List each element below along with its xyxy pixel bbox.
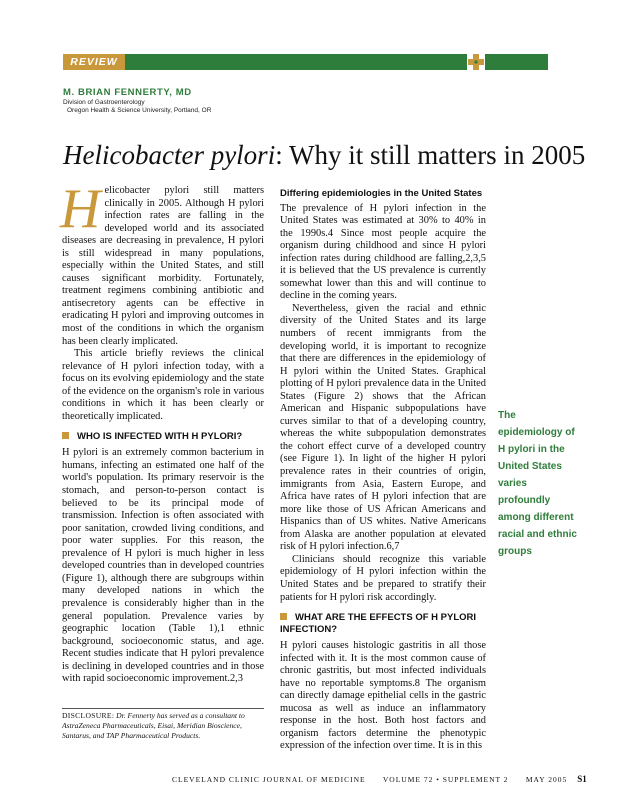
title-rest: : Why it still matters in 2005	[275, 140, 586, 170]
square-bullet-icon	[280, 613, 287, 620]
disclosure-text: Dr. Fennerty has served as a consultant to AstraZeneca Pharmaceuticals, Eisai, Meridian Bioscience, Santarus, and TAP Pharmaceutical Products.	[62, 711, 245, 740]
journal-logo-icon	[467, 53, 485, 71]
article-title	[63, 140, 585, 171]
section-heading-text: WHAT ARE THE EFFECTS OF H PYLORI INFECTION?	[280, 612, 477, 636]
paragraph: This article briefly reviews the clinical relevance of H pylori infection today, with a focus on its evolving epidemiology and the state of the evidence on the organism's role in various conditions in which it has been clearly or theoretically implicated.	[62, 348, 264, 422]
paragraph: H pylori causes histologic gastritis in all those infected with it. It is the most common cause of chronic gastritis, but most infected individuals have no reportable symptoms.8 The organism can directly damage epithelial cells in the gastric mucosa as well as induce an inflammatory response in the host. Both host factors and organism factors determine the phenotypic expression of the infection over time. It is in this	[280, 640, 486, 752]
pull-quote: The epidemiology of H pylori in the United States varies profoundly among different racial and ethnic groups	[498, 410, 577, 557]
author-name: M. BRIAN FENNERTY, MD	[63, 87, 192, 98]
footer-volume: VOLUME 72 • SUPPLEMENT 2	[382, 775, 509, 784]
disclosure	[62, 711, 265, 741]
section-heading	[280, 612, 486, 636]
footer-date: MAY 2005	[525, 775, 568, 784]
drop-cap: H	[60, 178, 101, 240]
column-left	[60, 178, 264, 686]
square-bullet-icon	[62, 432, 69, 439]
affiliation-line-2: Oregon Health & Science University, Portland, OR	[67, 107, 212, 114]
disclosure-label: DISCLOSURE:	[62, 711, 115, 720]
paragraph: Clinicians should recognize this variable epidemiology of H pylori infection within the United States and be prepared to stratify their patients for H pylori risk accordingly.	[280, 553, 486, 603]
section-heading-text: WHO IS INFECTED WITH H PYLORI?	[77, 431, 243, 443]
section-heading	[62, 431, 264, 443]
disclosure-divider	[62, 708, 264, 709]
subsection-heading: Differing epidemiologies in the United States	[280, 188, 483, 199]
paragraph: Nevertheless, given the racial and ethnic diversity of the United States and its large numbers of recent immigrants from the developing world, it is important to recognize that there are differences in the epidemiology of H pylori within the United States. Graphical plotting of H pylori prevalence data in the United States (Figure 2) shows that the African American and Hispanic subpopulations have curves similar to that of a developing country, whereas the white subpopulation demonstrates the cohort effect curve of a developed country (see Figure 1). In light of the higher H pylori prevalence rates in their countries of origin, immigrants from Asia, Eastern Europe, and Africa have rates of H pylori infection that are more like those of US African Americans and Hispanics than of US whites. Native Americans from Alaska are another population at elevated risk of H pylori infection.6,7	[280, 302, 486, 553]
intro-paragraph	[60, 178, 264, 348]
intro-text: elicobacter pylori still matters clinically in 2005. Although H pylori infection rates are falling in the developed world and its associated diseases are decreasing in prevalence, H pylori is still widespread in many populations, especially within the United States, and still causes significant morbidity. Fortunately, treatment regimens combining antibiotic and antisecretory agents can be effective in eradicating H pylori and improving outcomes in most of the conditions in which the organism has been clearly implicated.	[62, 185, 264, 347]
page-footer	[172, 774, 587, 784]
footer-journal: CLEVELAND CLINIC JOURNAL OF MEDICINE	[172, 775, 366, 784]
paragraph: H pylori is an extremely common bacterium in humans, infecting an estimated one half of the world's population. Its primary reservoir is the stomach, and person-to-person contact is believed to be its principal mode of transmission. Infection is often associated with poor sanitation, crowded living conditions, and poor water supplies. For this reason, the prevalence of H pylori is much higher in less developed countries than in developed countries (Figure 1), although there are subgroups within many developed nations in which the prevalence is considerably higher than in the general population. Prevalence varies by geographic location (Table 1),1 ethnic background, socioeconomic status, and age. Recent studies indicate that H pylori prevalence is declining in developed countries and in those with rapid socioeconomic improvement.2,3	[62, 447, 264, 685]
affiliation-line-1: Division of Gastroenterology	[63, 99, 145, 106]
title-italic: Helicobacter pylori	[63, 140, 276, 170]
column-right	[280, 188, 486, 753]
section-tag: REVIEW	[63, 54, 125, 70]
paragraph: The prevalence of H pylori infection in the United States was estimated at 30% to 40% in the 1990s.4 Since most people acquire the organism during childhood and since H pylori infection rates during childhood are falling,2,3,5 it is believed that the US prevalence is currently somewhat lower than this and will continue to decline in the coming years.	[280, 202, 486, 302]
page-number: S1	[577, 774, 587, 784]
